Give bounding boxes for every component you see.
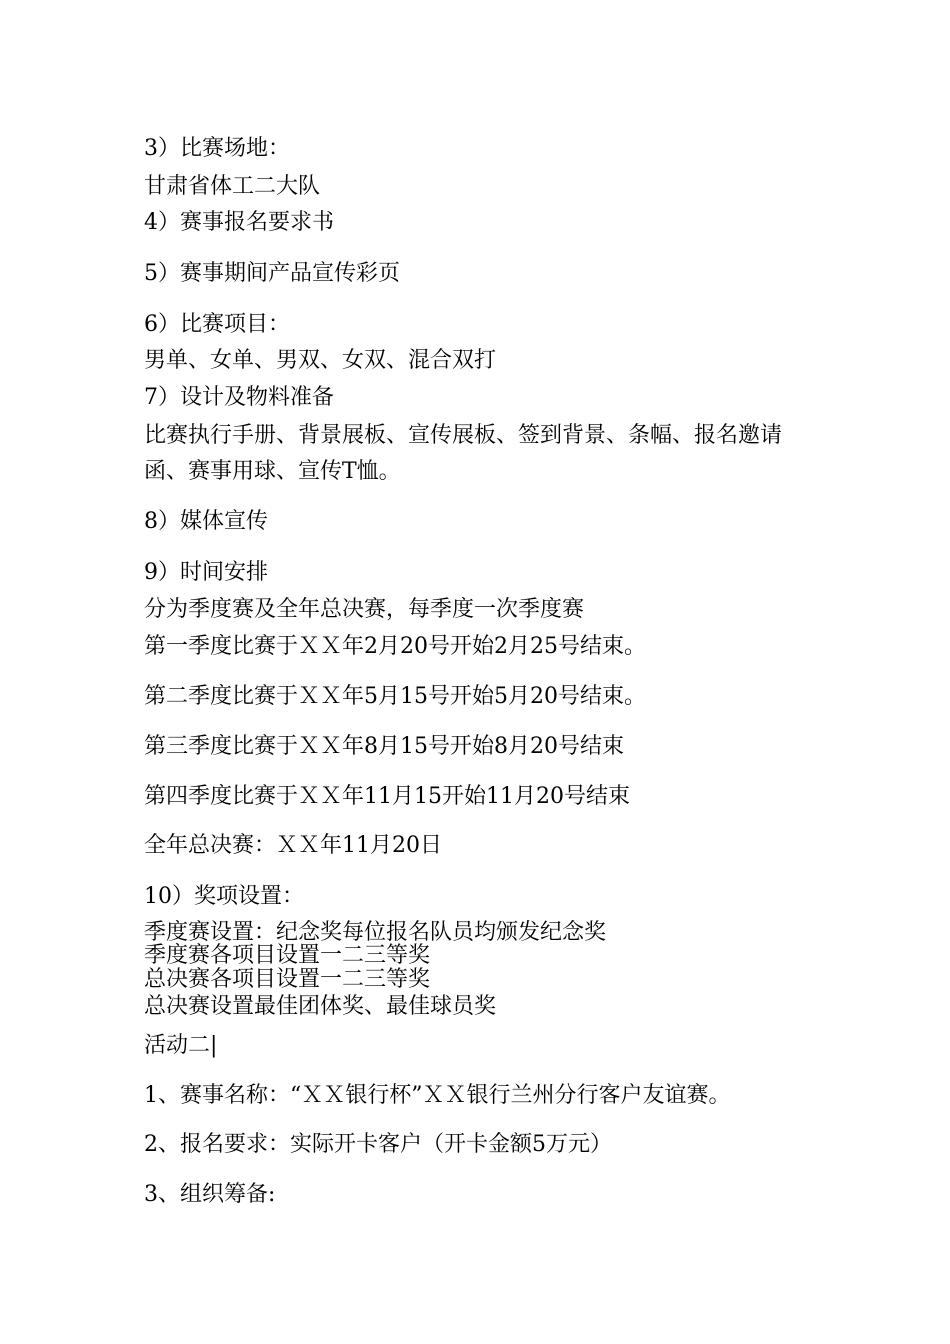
awards-line-3: 总决赛各项目设置一二三等奖: [144, 967, 431, 992]
media-heading: 8）媒体宣传: [144, 509, 268, 534]
materials-heading: 7）设计及物料准备: [144, 385, 334, 410]
registration-heading: 4）赛事报名要求书: [144, 210, 334, 235]
schedule-q3: 第三季度比赛于ＸＸ年8月15号开始8月20号结束: [144, 734, 624, 759]
awards-line-4: 总决赛设置最佳团体奖、最佳球员奖: [144, 994, 497, 1019]
venue-text: 甘肃省体工二大队: [144, 174, 321, 199]
schedule-q4: 第四季度比赛于ＸＸ年11月15开始11月20号结束: [144, 784, 630, 809]
awards-heading: 10）奖项设置：: [144, 884, 304, 909]
awards-line-1: 季度赛设置：纪念奖每位报名队员均颁发纪念奖: [144, 920, 607, 945]
awards-line-2: 季度赛各项目设置一二三等奖: [144, 943, 431, 968]
schedule-intro: 分为季度赛及全年总决赛，每季度一次季度赛: [144, 597, 585, 622]
schedule-q1: 第一季度比赛于ＸＸ年2月20号开始2月25号结束。: [144, 634, 646, 659]
events-text: 男单、女单、男双、女双、混合双打: [144, 348, 497, 373]
brochure-heading: 5）赛事期间产品宣传彩页: [144, 261, 400, 286]
event-name: 1、赛事名称：“ＸＸ银行杯”ＸＸ银行兰州分行客户友谊赛。: [144, 1083, 731, 1108]
schedule-heading: 9）时间安排: [144, 560, 268, 585]
schedule-q2: 第二季度比赛于ＸＸ年5月15号开始5月20号结束。: [144, 684, 646, 709]
materials-text-line-1: 比赛执行手册、背景展板、宣传展板、签到背景、条幅、报名邀请: [144, 423, 783, 448]
events-heading: 6）比赛项目：: [144, 312, 290, 337]
activity-two-heading: 活动二|: [144, 1033, 218, 1058]
registration-requirement: 2、报名要求：实际开卡客户（开卡金额5万元）: [144, 1132, 612, 1157]
venue-heading: 3）比赛场地：: [144, 136, 290, 161]
materials-text-line-2: 函、赛事用球、宣传T恤。: [144, 459, 401, 484]
organization-heading: 3、组织筹备:: [144, 1182, 276, 1207]
schedule-final: 全年总决赛：ＸＸ年11月20日: [144, 833, 442, 858]
